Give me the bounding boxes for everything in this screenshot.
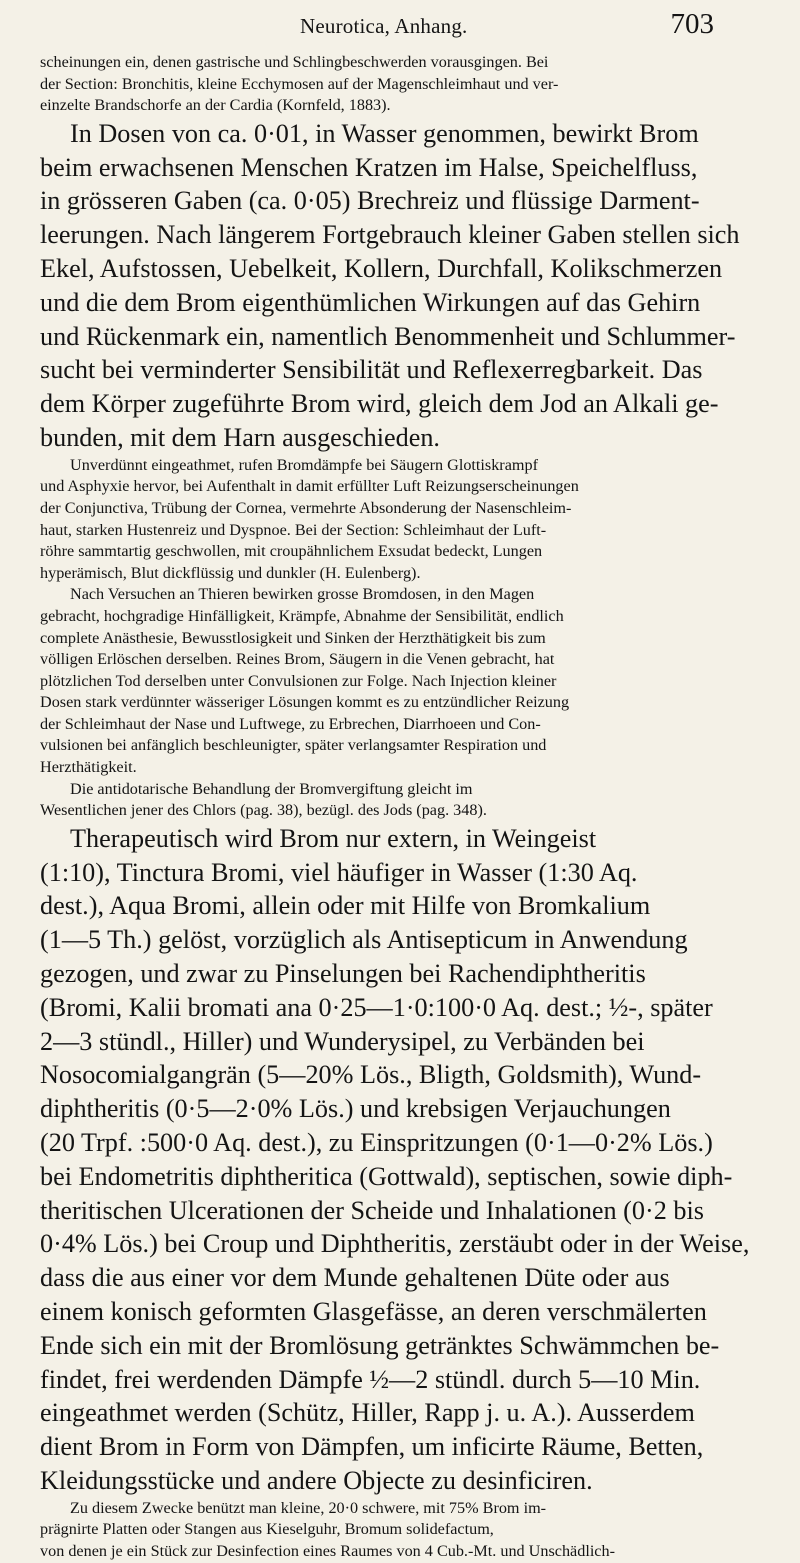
page-body	[40, 52, 762, 1563]
paragraph-animal-experiments	[40, 584, 762, 778]
text-line: Therapeutisch wird Brom nur extern, in Weingeist	[70, 823, 597, 853]
text-line: diphtheritis (0·5—2·0% Lös.) und krebsigen Verjauchungen	[40, 1094, 671, 1124]
paragraph-disinfection	[40, 1498, 762, 1563]
text-line: scheinungen ein, denen gastrische und Schlingbeschwerden vorausgingen. Bei	[40, 53, 549, 71]
text-line: (20 Trpf. :500·0 Aq. dest.), zu Einspritzungen (0·1—0·2% Lös.)	[40, 1128, 713, 1158]
text-line: und Rückenmark ein, namentlich Benommenheit und Schlummer-	[40, 321, 736, 351]
text-line: 2—3 stündl., Hiller) und Wunderysipel, zu Verbänden bei	[40, 1026, 645, 1056]
text-line: röhre sammtartig geschwollen, mit croupähnlichem Exsudat bedeckt, Lungen	[40, 542, 543, 561]
text-line: Dosen stark verdünnter wässeriger Lösungen kommt es zu entzündlicher Reizung	[40, 693, 570, 712]
text-line: In Dosen von ca. 0·01, in Wasser genommen, bewirkt Brom	[70, 118, 699, 148]
text-line: Nosocomialgangrän (5—20% Lös., Bligth, Goldsmith), Wund-	[40, 1060, 702, 1090]
text-line: Zu diesem Zwecke benützt man kleine, 20·0 schwere, mit 75% Brom im-	[70, 1498, 547, 1517]
text-line: dest.), Aqua Bromi, allein oder mit Hilfe von Bromkalium	[40, 891, 651, 921]
text-line: theritischen Ulcerationen der Scheide und Inhalationen (0·2 bis	[40, 1195, 704, 1225]
text-line: hyperämisch, Blut dickflüssig und dunkler (H. Eulenberg).	[40, 563, 421, 582]
text-line: von denen je ein Stück zur Desinfection eines Raumes von 4 Cub.-Mt. und Unschädlich-	[40, 1541, 615, 1560]
paragraph-brom-effects	[40, 117, 762, 455]
text-line: haut, starken Hustenreiz und Dyspnoe. Bei der Section: Schleimhaut der Luft-	[40, 520, 547, 539]
paragraph-autopsy-findings	[40, 52, 762, 117]
text-line: und die dem Brom eigenthümlichen Wirkungen auf das Gehirn	[40, 287, 701, 317]
text-line: sucht bei verminderter Sensibilität und Reflexerregbarkeit. Das	[40, 355, 703, 385]
text-line: (1—5 Th.) gelöst, vorzüglich als Antisepticum in Anwendung	[40, 925, 688, 955]
page-number: 703	[670, 8, 714, 40]
paragraph-inhalation	[40, 455, 762, 585]
text-line: der Section: Bronchitis, kleine Ecchymosen auf der Magenschleimhaut und ver-	[40, 74, 559, 93]
text-line: (Bromi, Kalii bromati ana 0·25—1·0:100·0 Aq. dest.; ½-, später	[40, 992, 713, 1022]
text-line: bei Endometritis diphtheritica (Gottwald), septischen, sowie diph-	[40, 1161, 733, 1191]
text-line: Wesentlichen jener des Chlors (pag. 38), bezügl. des Jods (pag. 348).	[40, 801, 487, 820]
text-line: Nach Versuchen an Thieren bewirken grosse Bromdosen, in den Magen	[70, 585, 535, 604]
text-line: Kleidungsstücke und andere Objecte zu desinficiren.	[40, 1465, 593, 1495]
text-line: prägnirte Platten oder Stangen aus Kieselguhr, Bromum solidefactum,	[40, 1520, 494, 1539]
text-line: gezogen, und zwar zu Pinselungen bei Rachendiphtheritis	[40, 959, 646, 989]
text-line: (1:10), Tinctura Bromi, viel häufiger in Wasser (1:30 Aq.	[40, 857, 638, 887]
text-line: Ekel, Aufstossen, Uebelkeit, Kollern, Durchfall, Kolikschmerzen	[40, 253, 723, 283]
text-line: Herzthätigkeit.	[40, 758, 137, 777]
text-line: Unverdünnt eingeathmet, rufen Bromdämpfe bei Säugern Glottiskrampf	[70, 455, 538, 474]
text-line: findet, frei werdenden Dämpfe ½—2 stündl. durch 5—10 Min.	[40, 1364, 701, 1394]
text-line: complete Anästhesie, Bewusstlosigkeit und Sinken der Herzthätigkeit bis zum	[40, 628, 546, 647]
running-title: Neurotica, Anhang.	[300, 14, 468, 38]
text-line: einzelte Brandschorfe an der Cardia (Kornfeld, 1883).	[40, 96, 391, 115]
text-line: und Asphyxie hervor, bei Aufenthalt in damit erfüllter Luft Reizungserscheinungen	[40, 477, 579, 496]
text-line: plötzlichen Tod derselben unter Convulsionen zur Folge. Nach Injection kleiner	[40, 671, 557, 690]
text-line: 0·4% Lös.) bei Croup und Diphtheritis, zerstäubt oder in der Weise,	[40, 1229, 750, 1259]
paragraph-antidote	[40, 779, 762, 822]
text-line: beim erwachsenen Menschen Kratzen im Halse, Speichelfluss,	[40, 152, 698, 182]
page-header	[0, 4, 800, 44]
text-line: dient Brom in Form von Dämpfen, um inficirte Räume, Betten,	[40, 1432, 704, 1462]
paragraph-therapeutic-use	[40, 822, 762, 1498]
text-line: Ende sich ein mit der Bromlösung getränktes Schwämmchen be-	[40, 1330, 720, 1360]
text-line: einem konisch geformten Glasgefässe, an deren verschmälerten	[40, 1297, 707, 1326]
text-line: dass die aus einer vor dem Munde gehaltenen Düte oder aus	[40, 1263, 670, 1293]
text-line: eingeathmet werden (Schütz, Hiller, Rapp j. u. A.). Ausserdem	[40, 1398, 695, 1428]
text-line: leerungen. Nach längerem Fortgebrauch kleiner Gaben stellen sich	[40, 220, 740, 250]
text-line: der Schleimhaut der Nase und Luftwege, zu Erbrechen, Diarrhoeen und Con-	[40, 714, 541, 733]
text-line: vulsionen bei anfänglich beschleunigter, später verlangsamter Respiration und	[40, 736, 547, 755]
text-line: bunden, mit dem Harn ausgeschieden.	[40, 422, 440, 452]
text-line: Die antidotarische Behandlung der Bromvergiftung gleicht im	[70, 779, 473, 798]
text-line: der Conjunctiva, Trübung der Cornea, vermehrte Absonderung der Nasenschleim-	[40, 498, 572, 517]
text-line: dem Körper zugeführte Brom wird, gleich dem Jod an Alkali ge-	[40, 389, 719, 419]
text-line: gebracht, hochgradige Hinfälligkeit, Krämpfe, Abnahme der Sensibilität, endlich	[40, 606, 564, 625]
text-line: völligen Erlöschen derselben. Reines Brom, Säugern in die Venen gebracht, hat	[40, 650, 555, 669]
text-line: in grösseren Gaben (ca. 0·05) Brechreiz und flüssige Darment-	[40, 186, 700, 216]
